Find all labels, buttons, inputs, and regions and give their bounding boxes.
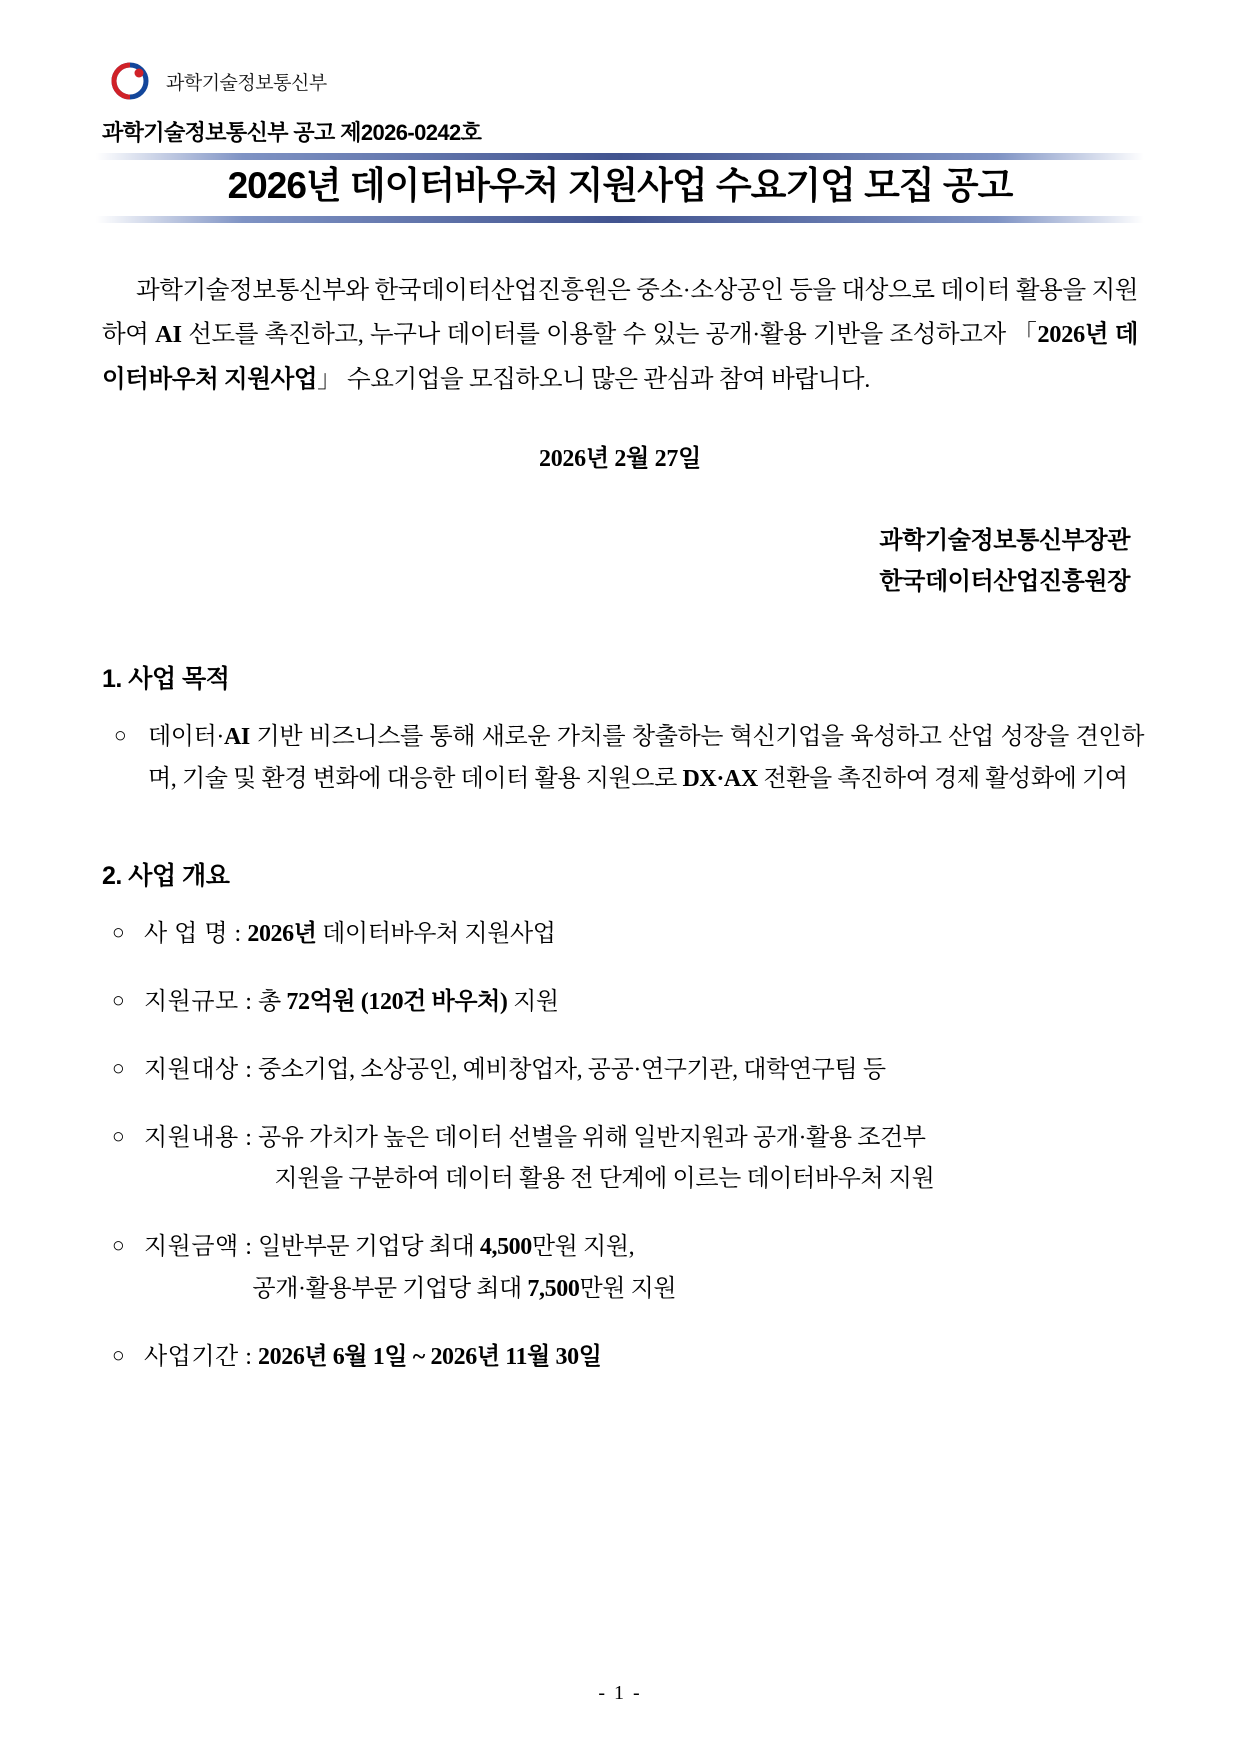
purpose-text-1: 데이터· xyxy=(148,723,224,750)
page-number: - 1 - xyxy=(598,1682,642,1704)
overview-label-content: 지원내용 : xyxy=(144,1124,253,1151)
overview-line2-rest: 만원 지원 xyxy=(579,1275,677,1302)
overview-value-bold: 2026년 6월 1일 ~ 2026년 11월 30일 xyxy=(258,1343,602,1370)
overview-line2-prefix: 공개·활용부문 기업당 최대 xyxy=(252,1275,528,1302)
overview-value-rest: 만원 지원, xyxy=(531,1234,635,1261)
intro-paragraph xyxy=(102,269,1138,403)
overview-label-project-name: 사 업 명 : xyxy=(144,921,242,948)
overview-label-amount: 지원금액 : xyxy=(144,1234,253,1261)
page-title: 2026년 데이터바우처 지원사업 수요기업 모집 공고 xyxy=(227,165,1013,206)
list-item xyxy=(96,1118,1144,1202)
section-purpose xyxy=(96,659,1144,801)
list-item xyxy=(96,717,1144,801)
section-overview xyxy=(96,856,1144,1378)
bullet-marker-icon: ○ xyxy=(112,988,125,1013)
overview-label-target: 지원대상 : xyxy=(144,1056,253,1083)
list-item xyxy=(96,982,1144,1024)
notice-number: 과학기술정보통신부 공고 제2026-0242호 xyxy=(102,120,482,145)
intro-text-2: 선도를 촉진하고, 누구나 데이터를 이용할 수 있는 공개·활용 기반을 조성하고자 「 xyxy=(181,321,1038,349)
overview-value-rest: 공유 가치가 높은 데이터 선별을 위해 일반지원과 공개·활용 조건부 xyxy=(258,1124,926,1151)
announcement-date: 2026년 2월 27일 xyxy=(539,446,701,473)
overview-list xyxy=(96,914,1144,1378)
overview-label-period: 사업기간 : xyxy=(144,1343,253,1370)
bullet-marker-icon: ○ xyxy=(114,722,127,747)
bullet-marker-icon: ○ xyxy=(112,1123,125,1148)
list-item xyxy=(96,914,1144,956)
list-item xyxy=(96,1227,1144,1311)
signature-block xyxy=(96,521,1144,603)
overview-value-line2 xyxy=(252,1269,1144,1311)
intro-ai: AI xyxy=(155,321,182,349)
overview-value-bold: 72억원 (120건 바우처) xyxy=(286,989,508,1016)
title-band xyxy=(96,153,1144,223)
intro-text-1: 과학기술정보통신부와 한국데이터산업진흥원은 중소·소상공인 등을 대상으로 데이터 활용을 지원하여 xyxy=(102,276,1138,349)
bullet-marker-icon: ○ xyxy=(112,1055,125,1080)
bullet-marker-icon: ○ xyxy=(112,1233,125,1258)
signatory-minister: 과학기술정보통신부장관 xyxy=(879,528,1130,555)
overview-value-bold: 4,500 xyxy=(479,1234,532,1261)
overview-label-budget: 지원규모 : xyxy=(144,989,253,1016)
purpose-text-3: 전환을 촉진하여 경제 활성화에 기여 xyxy=(757,765,1128,792)
bullet-marker-icon: ○ xyxy=(112,1342,125,1367)
overview-value-prefix: 총 xyxy=(258,989,287,1016)
overview-value-rest: 데이터바우처 지원사업 xyxy=(316,921,556,948)
bullet-marker-icon: ○ xyxy=(112,920,125,945)
ministry-name: 과학기술정보통신부 xyxy=(166,72,327,94)
section-title-1: 1. 사업 목적 xyxy=(102,664,230,693)
signatory-agency: 한국데이터산업진흥원장 xyxy=(879,569,1130,596)
government-emblem-header xyxy=(108,60,1144,102)
intro-project-name: 2026년 데이터바우처 지원사업 xyxy=(102,321,1138,393)
overview-line2-bold: 7,500 xyxy=(527,1275,580,1302)
list-item xyxy=(96,1337,1144,1379)
overview-value-bold: 2026년 xyxy=(247,921,317,948)
purpose-bold-ai: AI xyxy=(223,723,250,750)
purpose-bold-dx: DX·AX xyxy=(682,765,758,792)
purpose-text-2: 기반 비즈니스를 통해 새로운 가치를 창출하는 혁신기업을 육성하고 산업 성장을 견인하며, 기술 및 환경 변화에 대응한 데이터 활용 지원으로 xyxy=(148,723,1144,792)
list-item xyxy=(96,1050,1144,1092)
overview-value-line2: 지원을 구분하여 데이터 활용 전 단계에 이르는 데이터바우처 지원 xyxy=(274,1166,935,1193)
overview-value-rest: 지원 xyxy=(507,989,559,1016)
korea-government-emblem-icon xyxy=(108,60,154,102)
purpose-list xyxy=(96,717,1144,801)
section-title-2: 2. 사업 개요 xyxy=(102,862,230,891)
intro-text-3: 」 수요기업을 모집하오니 많은 관심과 참여 바랍니다. xyxy=(317,365,870,393)
overview-value-rest: 중소기업, 소상공인, 예비창업자, 공공·연구기관, 대학연구팀 등 xyxy=(258,1056,886,1083)
overview-value-prefix: 일반부문 기업당 최대 xyxy=(258,1234,480,1261)
